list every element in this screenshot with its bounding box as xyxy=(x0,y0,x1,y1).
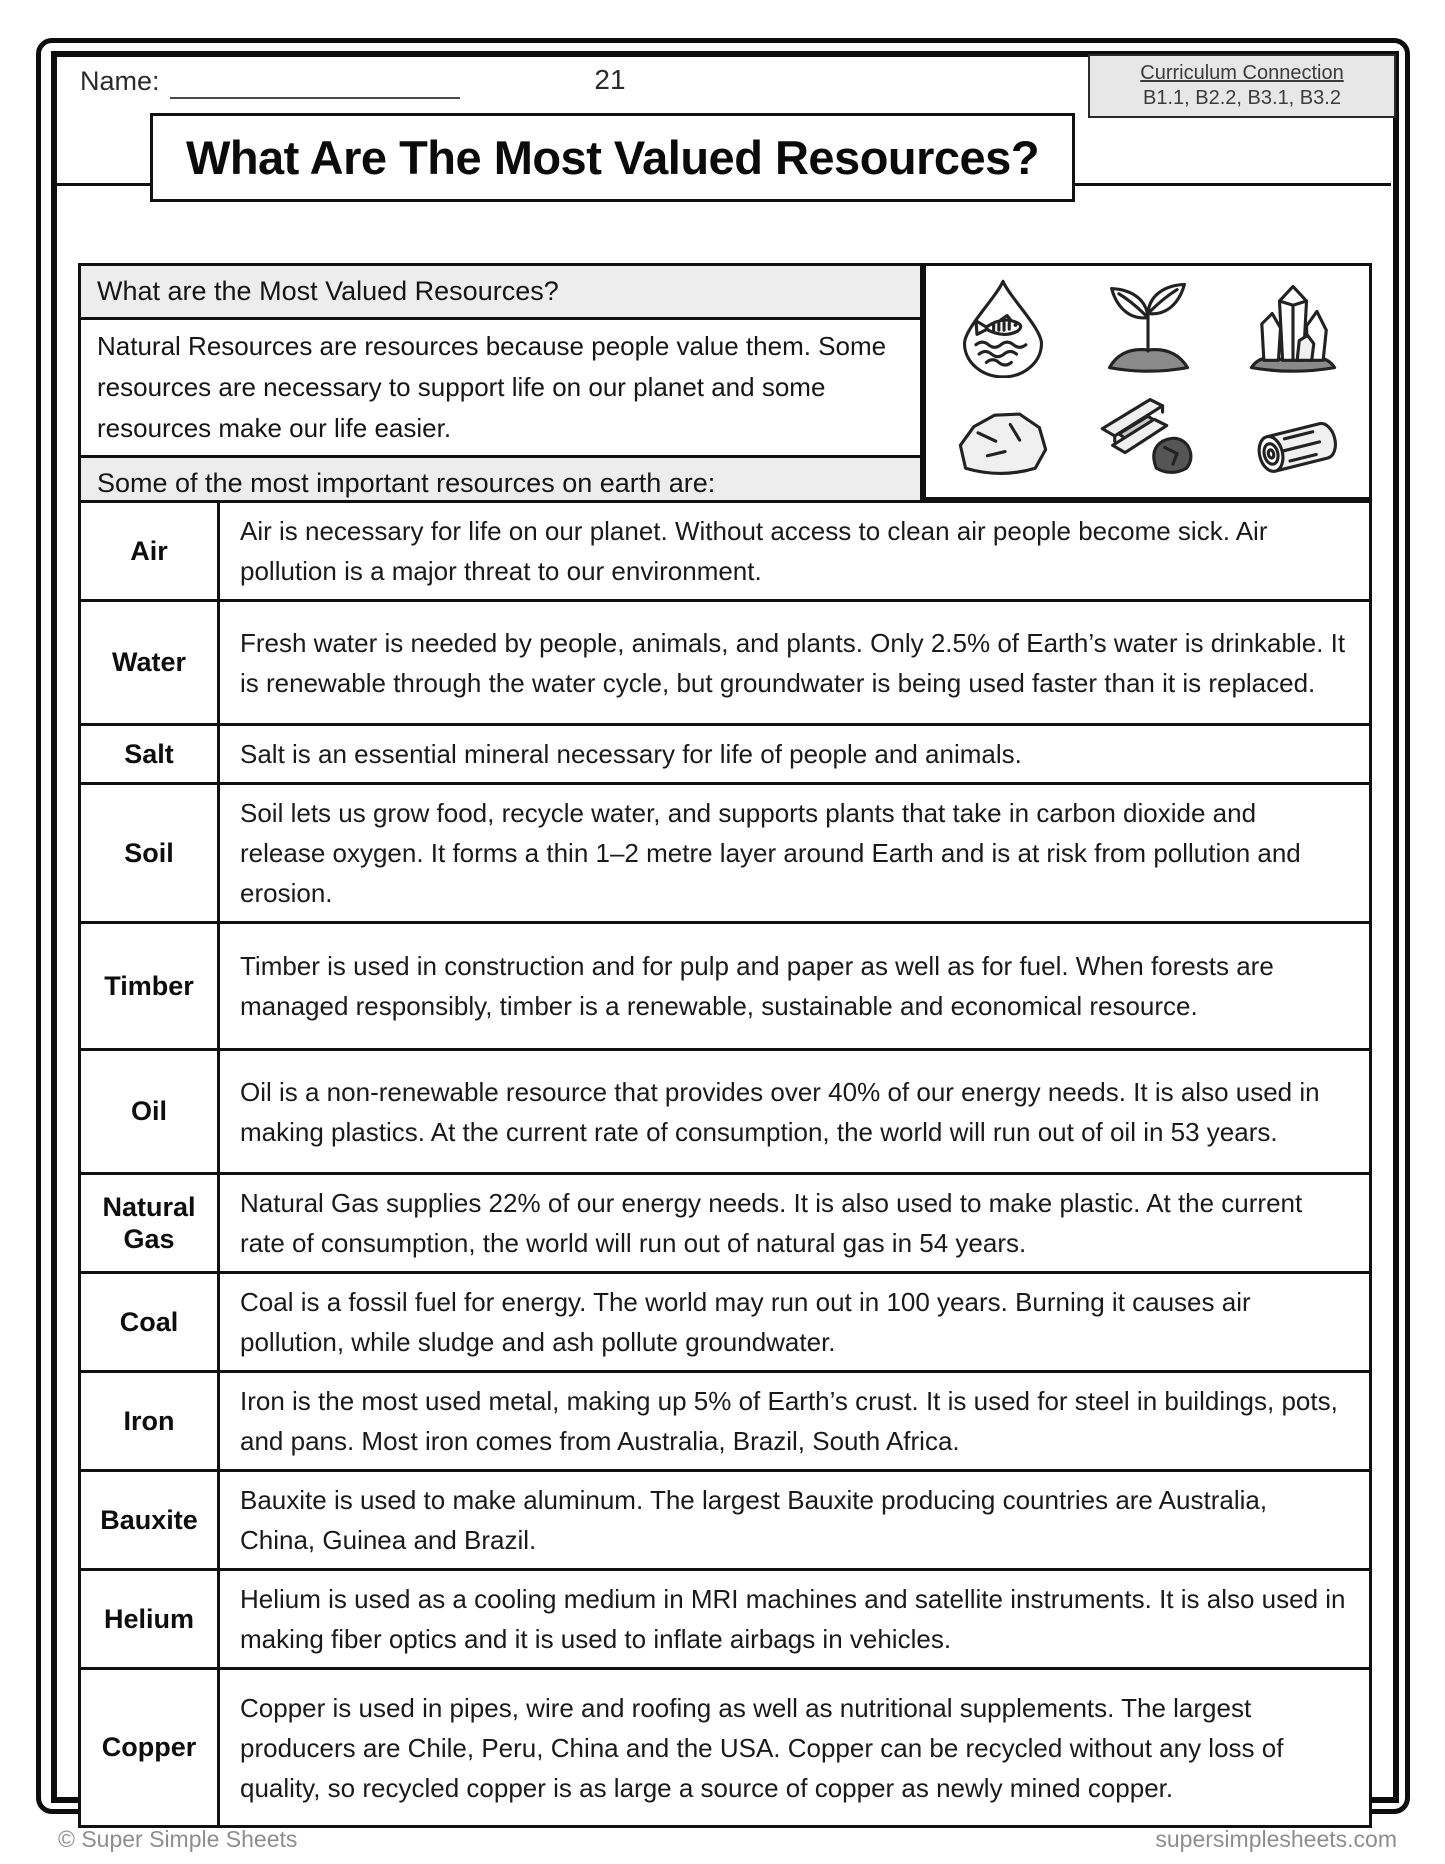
table-row-soil xyxy=(81,782,1369,921)
resource-name: Iron xyxy=(81,1373,220,1469)
curriculum-connection-title: Curriculum Connection xyxy=(1140,62,1344,84)
table-row-salt xyxy=(81,723,1369,782)
resource-name: Coal xyxy=(81,1274,220,1370)
website-url: supersimplesheets.com xyxy=(1155,1826,1397,1852)
table-row-copper xyxy=(81,1667,1369,1825)
intro-box xyxy=(78,263,923,500)
copyright-text: © Super Simple Sheets xyxy=(58,1826,298,1852)
curriculum-connection-codes: B1.1, B2.2, B3.1, B3.2 xyxy=(1143,87,1341,109)
resource-description: Air is necessary for life on our planet. Without access to clean air people become sick. Air pollution is a major threat to our environment. xyxy=(240,516,1268,586)
crystal-cluster-icon xyxy=(1227,274,1359,378)
resource-description: Timber is used in construction and for pulp and paper as well as for fuel. When forests are managed responsibly, timber is a renewable, sustainable and economical resource. xyxy=(240,951,1274,1021)
resource-description-cell xyxy=(220,1175,1369,1271)
resource-description: Oil is a non-renewable resource that provides over 40% of our energy needs. It is also used in making plastics. At the current rate of consumption, the world will run out of oil in 53 years. xyxy=(240,1076,1320,1147)
table-row-iron xyxy=(81,1370,1369,1469)
table-row-oil xyxy=(81,1048,1369,1172)
resource-description-cell xyxy=(220,1051,1369,1172)
table-row-bauxite xyxy=(81,1469,1369,1568)
resource-name: Bauxite xyxy=(81,1472,220,1568)
table-row-air xyxy=(81,503,1369,599)
intro-body-text: Natural Resources are resources because people value them. Some resources are necessary to support life on our planet and some resources make our life easier. xyxy=(97,331,887,443)
page-number: 21 xyxy=(594,64,626,95)
resource-name: Air xyxy=(81,503,220,599)
resource-description-cell xyxy=(220,1373,1369,1469)
resource-description: Coal is a fossil fuel for energy. The world may run out in 100 years. Burning it causes air pollution, while sludge and ash pollute groundwater. xyxy=(240,1287,1251,1357)
resource-name: Oil xyxy=(81,1051,220,1172)
wood-log-icon xyxy=(1227,385,1359,489)
resource-description-cell xyxy=(220,1571,1369,1667)
table-row-helium xyxy=(81,1568,1369,1667)
resource-description: Salt is an essential mineral necessary for life of people and animals. xyxy=(240,739,1022,769)
table-row-coal xyxy=(81,1271,1369,1370)
water-drop-fish-icon xyxy=(937,274,1069,378)
seedling-icon xyxy=(1082,274,1214,378)
resource-description-cell xyxy=(220,1274,1369,1370)
resource-name: Salt xyxy=(81,726,220,782)
table-row-timber xyxy=(81,921,1369,1048)
resource-name: Copper xyxy=(81,1670,220,1825)
resource-description: Bauxite is used to make aluminum. The largest Bauxite producing countries are Australia, China, Guinea and Brazil. xyxy=(240,1485,1268,1555)
resource-description-cell xyxy=(220,1670,1369,1825)
resource-description: Fresh water is needed by people, animals, and plants. Only 2.5% of Earth’s water is drinkable. It is renewable through the water cycle, but groundwater is being used faster than it is replaced. xyxy=(240,627,1346,698)
resource-name: Soil xyxy=(81,785,220,921)
resource-description: Iron is the most used metal, making up 5% of Earth’s crust. It is used for steel in buildings, pots, and pans. Most iron comes from Australia, Brazil, South Africa. xyxy=(240,1386,1338,1456)
title-box xyxy=(150,113,1075,202)
page-title: What Are The Most Valued Resources? xyxy=(185,131,1040,184)
resource-description-cell xyxy=(220,1472,1369,1568)
name-label: Name: xyxy=(80,66,160,96)
table-row-water xyxy=(81,599,1369,723)
curriculum-connection-box xyxy=(1088,54,1396,118)
name-blank-line xyxy=(170,97,460,99)
resource-description-cell xyxy=(220,924,1369,1048)
resource-description: Soil lets us grow food, recycle water, and supports plants that take in carbon dioxide and release oxygen. It forms a thin 1–2 metre layer around Earth and is at risk from pollution and erosion. xyxy=(240,798,1301,908)
intro-subheading: Some of the most important resources on earth are: xyxy=(81,455,920,508)
resource-description-cell xyxy=(220,602,1369,723)
resource-description: Helium is used as a cooling medium in MRI machines and satellite instruments. It is also used in making fiber optics and it is used to inflate airbags in vehicles. xyxy=(240,1584,1346,1654)
resource-name: Helium xyxy=(81,1571,220,1667)
rock-icon xyxy=(937,385,1069,489)
resources-table xyxy=(78,500,1372,1828)
resource-name: Timber xyxy=(81,924,220,1048)
resource-description-cell xyxy=(220,785,1369,921)
resource-description-cell xyxy=(220,503,1369,599)
resource-description: Copper is used in pipes, wire and roofing as well as nutritional supplements. The largest producers are Chile, Peru, China and the USA. Copper can be recycled without any loss of quality, so recycled copper is as large a source of copper as newly mined copper. xyxy=(240,1692,1284,1803)
steel-beam-coal-icon xyxy=(1082,385,1214,489)
resource-description-cell xyxy=(220,726,1369,782)
intro-body xyxy=(81,317,920,455)
intro-heading: What are the Most Valued Resources? xyxy=(81,266,920,317)
resource-illustrations-box xyxy=(923,263,1372,500)
resource-name: Water xyxy=(81,602,220,723)
resource-description: Natural Gas supplies 22% of our energy needs. It is also used to make plastic. At the current rate of consumption, the world will run out of natural gas in 54 years. xyxy=(240,1188,1303,1258)
table-row-natural-gas xyxy=(81,1172,1369,1271)
resource-name: Natural Gas xyxy=(81,1175,220,1271)
